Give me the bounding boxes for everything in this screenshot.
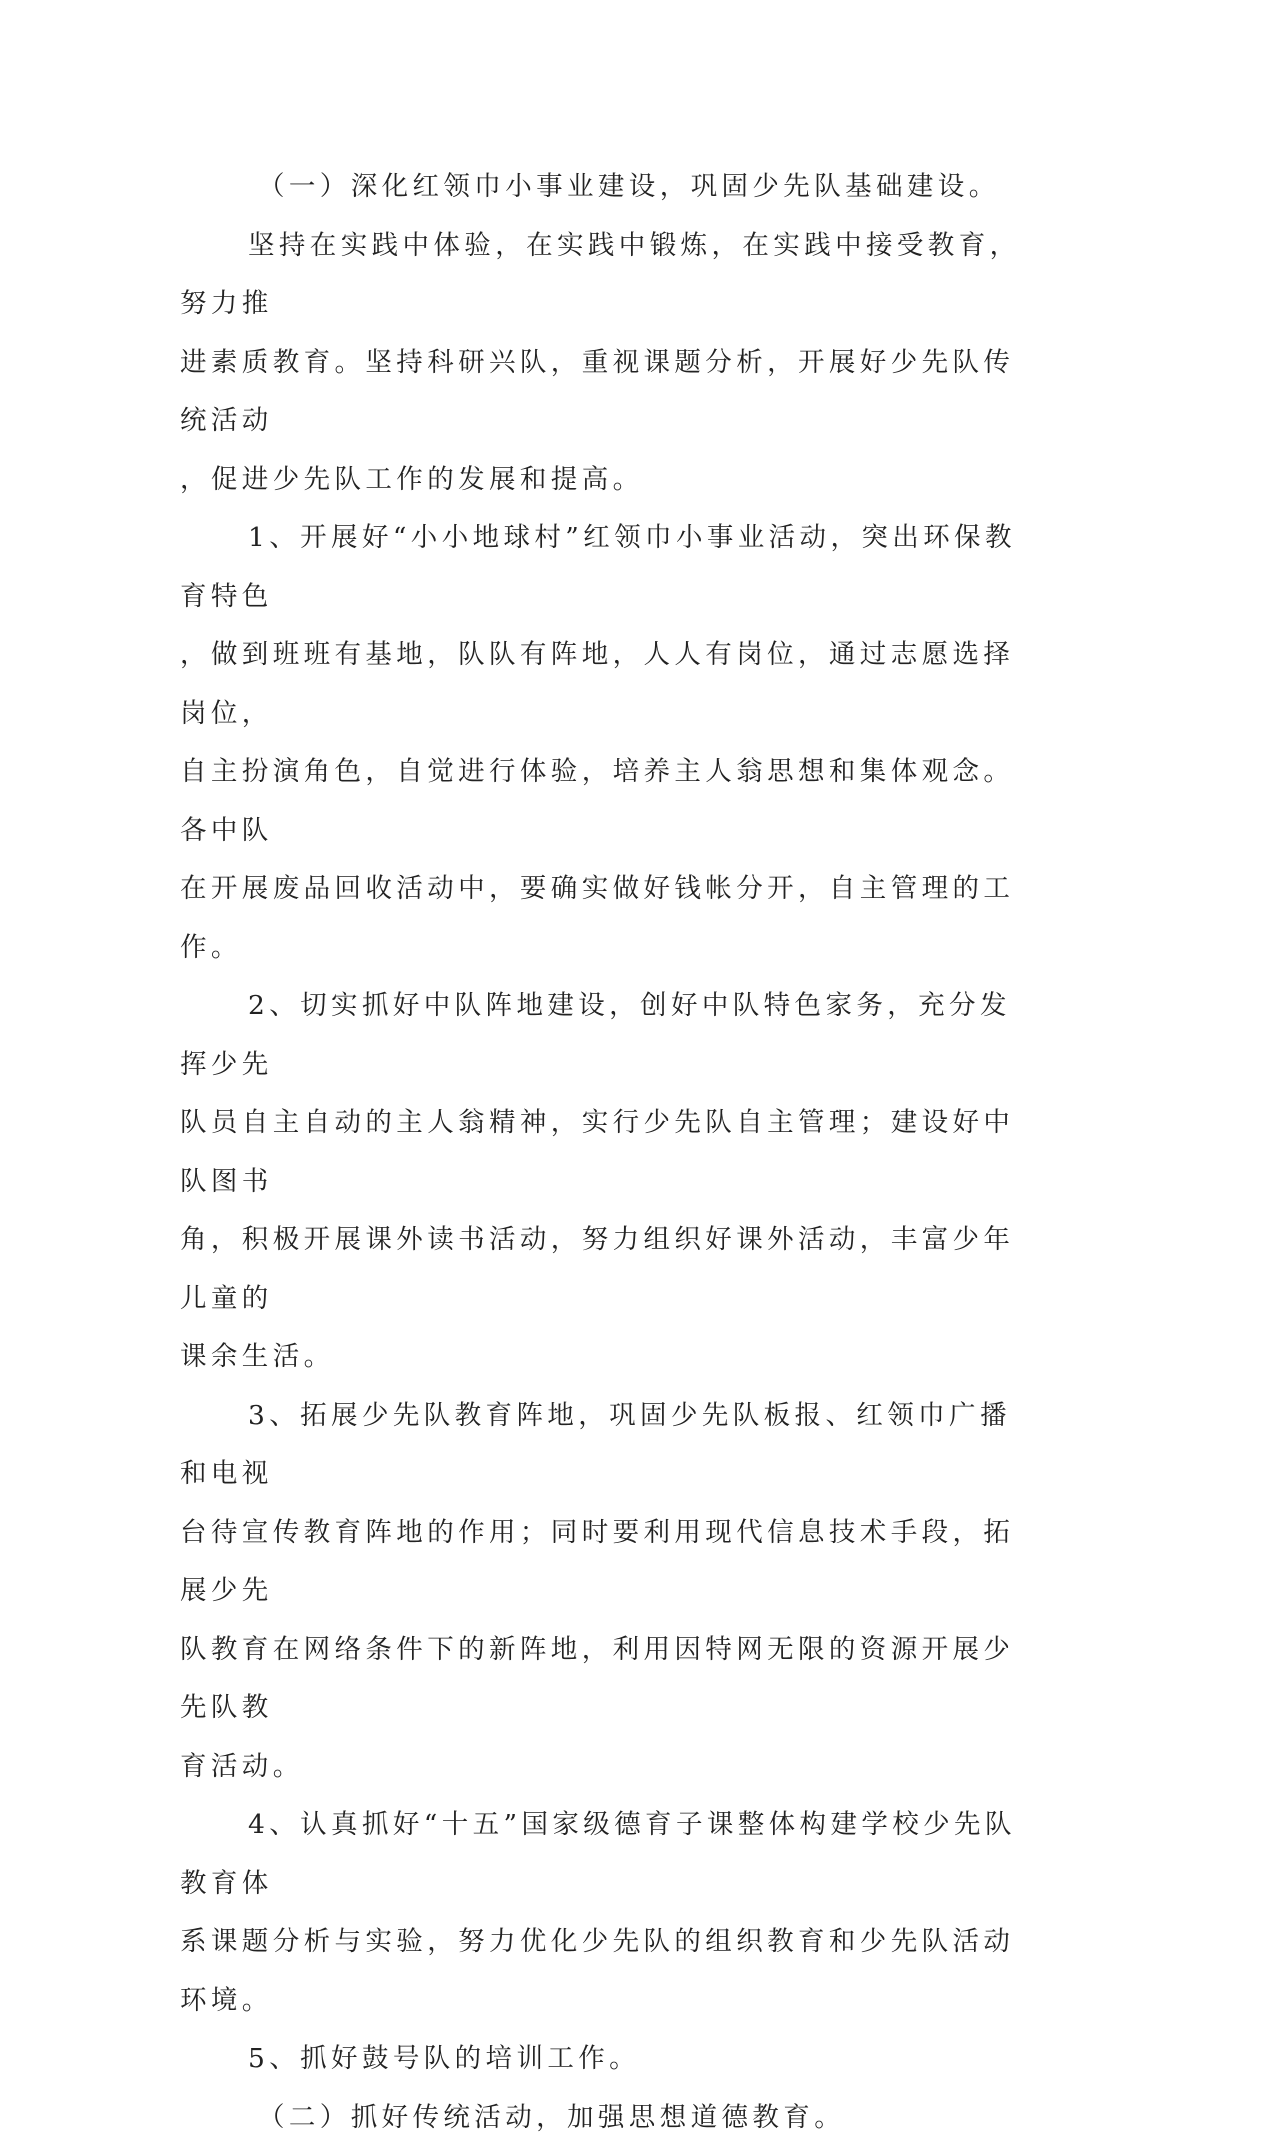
paragraph-item-2: 2、切实抓好中队阵地建设，创好中队特色家务，充分发挥少先 队员自主自动的主人翁精神，实行少先队自主管理；建设好中队图书 角，积极开展课外读书活动，努力组织好课外活动，丰富少年儿童的 课余生活。 bbox=[180, 977, 1030, 1387]
paragraph-item-5: 5、抓好鼓号队的培训工作。 bbox=[180, 2030, 1030, 2089]
section-heading-1: （一）深化红领巾小事业建设，巩固少先队基础建设。 bbox=[180, 158, 1030, 217]
paragraph-item-1: 1、开展好“小小地球村”红领巾小事业活动，突出环保教育特色 ，做到班班有基地，队队有阵地，人人有岗位，通过志愿选择岗位， 自主扮演角色，自觉进行体验，培养主人翁思想和集体观念。各中队 在开展废品回收活动中，要确实做好钱帐分开，自主管理的工作。 bbox=[180, 509, 1030, 977]
section-heading-2: （二）抓好传统活动，加强思想道德教育。 bbox=[180, 2089, 1030, 2147]
paragraph-item-3: 3、拓展少先队教育阵地，巩固少先队板报、红领巾广播和电视 台待宣传教育阵地的作用；同时要利用现代信息技术手段，拓展少先 队教育在网络条件下的新阵地，利用因特网无限的资源开展少先队教 育活动。 bbox=[180, 1387, 1030, 1797]
paragraph-item-4: 4、认真抓好“十五”国家级德育子课整体构建学校少先队教育体 系课题分析与实验，努力优化少先队的组织教育和少先队活动环境。 bbox=[180, 1796, 1030, 2030]
document-body bbox=[180, 158, 1030, 2147]
paragraph-intro: 坚持在实践中体验，在实践中锻炼，在实践中接受教育，努力推 进素质教育。坚持科研兴队，重视课题分析，开展好少先队传统活动 ，促进少先队工作的发展和提高。 bbox=[180, 217, 1030, 510]
